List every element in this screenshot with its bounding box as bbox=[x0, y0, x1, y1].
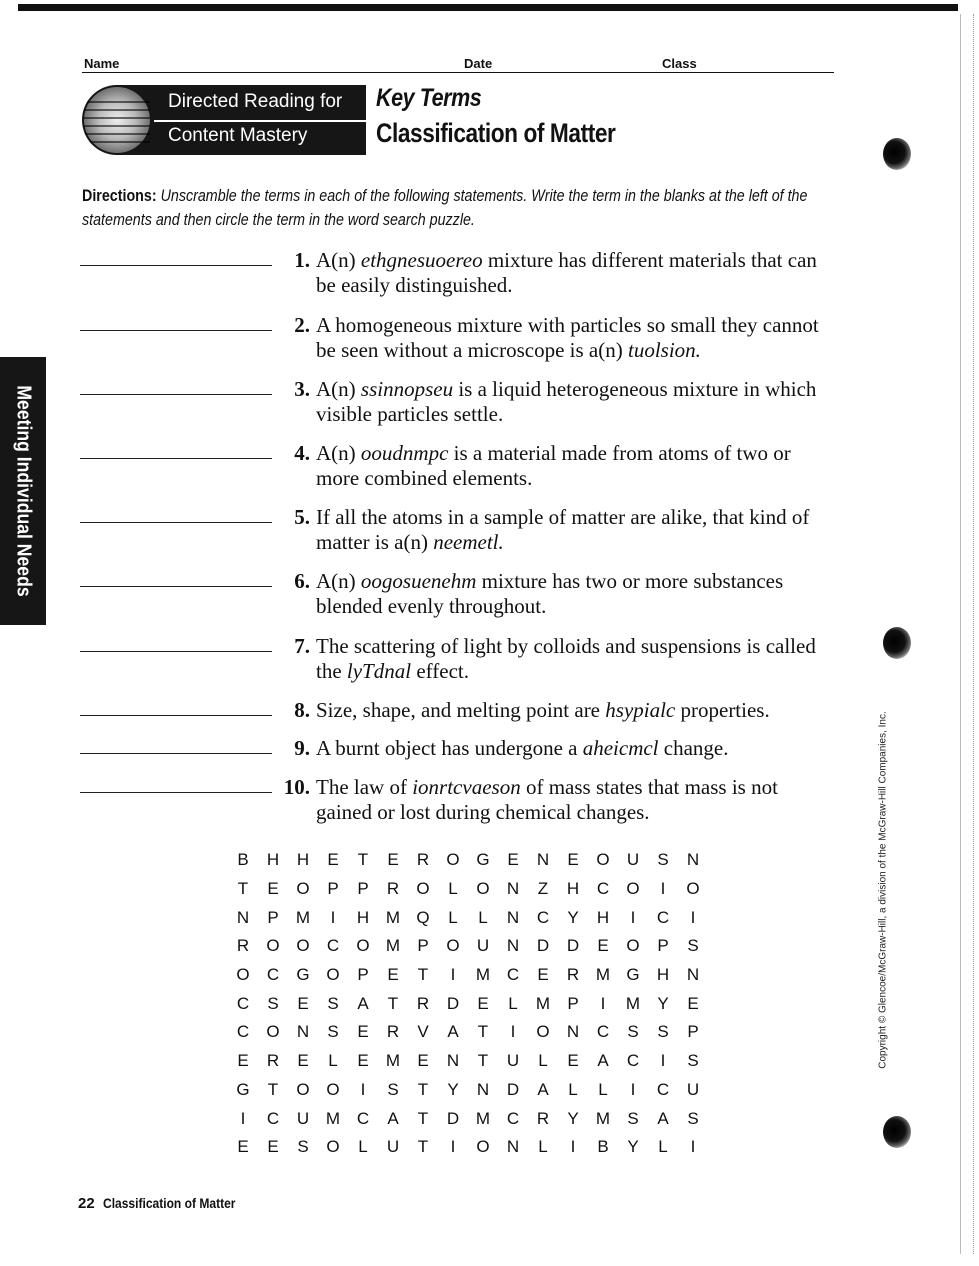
puzzle-letter[interactable]: L bbox=[568, 1079, 578, 1099]
puzzle-letter[interactable]: I bbox=[660, 1051, 666, 1071]
question-text bbox=[316, 377, 836, 427]
puzzle-letter[interactable]: O bbox=[626, 936, 640, 956]
puzzle-letter[interactable]: S bbox=[657, 1022, 669, 1042]
puzzle-letter[interactable]: E bbox=[267, 879, 279, 899]
binder-hole-icon bbox=[883, 627, 911, 659]
puzzle-letter[interactable]: C bbox=[656, 907, 670, 927]
puzzle-letter[interactable]: L bbox=[358, 1137, 368, 1157]
puzzle-letter[interactable]: I bbox=[450, 965, 456, 985]
answer-blank[interactable] bbox=[80, 264, 272, 266]
puzzle-letter[interactable]: I bbox=[240, 1108, 246, 1128]
question-text bbox=[316, 736, 836, 761]
puzzle-letter[interactable]: E bbox=[297, 993, 309, 1013]
puzzle-letter[interactable]: E bbox=[237, 1051, 249, 1071]
puzzle-letter[interactable]: D bbox=[446, 1108, 460, 1128]
question-number: 5. bbox=[294, 505, 310, 529]
puzzle-letter[interactable]: S bbox=[627, 1022, 639, 1042]
header-fields bbox=[82, 52, 834, 73]
puzzle-letter[interactable]: M bbox=[475, 1108, 491, 1128]
scrambled-term: ssinnopseu bbox=[360, 377, 454, 401]
question-number: 4. bbox=[294, 441, 310, 465]
puzzle-letter[interactable]: H bbox=[296, 850, 310, 870]
question-text bbox=[316, 313, 836, 363]
puzzle-row bbox=[228, 1076, 708, 1105]
puzzle-letter[interactable]: R bbox=[536, 1108, 550, 1128]
puzzle-row bbox=[228, 989, 708, 1018]
puzzle-letter[interactable]: A bbox=[387, 1108, 399, 1128]
puzzle-letter[interactable]: T bbox=[477, 1051, 489, 1071]
binder-hole-icon bbox=[883, 138, 911, 170]
name-label: Name bbox=[84, 56, 120, 71]
puzzle-letter[interactable]: E bbox=[567, 1051, 579, 1071]
puzzle-letter[interactable]: P bbox=[567, 993, 579, 1013]
puzzle-letter[interactable]: P bbox=[267, 907, 279, 927]
puzzle-letter[interactable]: H bbox=[356, 907, 370, 927]
puzzle-letter[interactable]: I bbox=[660, 879, 666, 899]
puzzle-letter[interactable]: R bbox=[416, 993, 430, 1013]
puzzle-letter[interactable]: C bbox=[656, 1079, 670, 1099]
puzzle-letter[interactable]: G bbox=[476, 850, 490, 870]
footer-title: Classification of Matter bbox=[102, 1195, 236, 1211]
puzzle-letter[interactable]: L bbox=[478, 907, 488, 927]
puzzle-letter[interactable]: E bbox=[297, 1051, 309, 1071]
puzzle-letter[interactable]: A bbox=[537, 1079, 549, 1099]
puzzle-letter[interactable]: S bbox=[327, 993, 339, 1013]
answer-blank[interactable] bbox=[80, 457, 272, 459]
puzzle-letter[interactable]: C bbox=[356, 1108, 370, 1128]
question-number: 1. bbox=[294, 248, 310, 272]
puzzle-letter[interactable]: O bbox=[446, 936, 460, 956]
puzzle-letter[interactable]: T bbox=[417, 1079, 429, 1099]
puzzle-letter[interactable]: M bbox=[385, 936, 401, 956]
puzzle-letter[interactable]: T bbox=[477, 1022, 489, 1042]
page-title: Classification of Matter bbox=[376, 118, 616, 148]
puzzle-letter[interactable]: S bbox=[297, 1137, 309, 1157]
puzzle-letter[interactable]: E bbox=[357, 1022, 369, 1042]
puzzle-letter[interactable]: N bbox=[506, 879, 520, 899]
question-text bbox=[316, 698, 836, 723]
banner-line-2: Content Mastery bbox=[168, 125, 308, 146]
puzzle-letter[interactable]: Y bbox=[567, 1108, 579, 1128]
puzzle-letter[interactable]: E bbox=[507, 850, 519, 870]
question-text-after: change. bbox=[658, 736, 729, 760]
puzzle-letter[interactable]: A bbox=[657, 1108, 669, 1128]
question-text-before: A(n) bbox=[316, 441, 361, 465]
puzzle-letter[interactable]: T bbox=[417, 965, 429, 985]
answer-blank[interactable] bbox=[80, 521, 272, 523]
puzzle-letter[interactable]: H bbox=[566, 879, 580, 899]
puzzle-letter[interactable]: C bbox=[536, 907, 550, 927]
puzzle-letter[interactable]: C bbox=[266, 1108, 280, 1128]
puzzle-letter[interactable]: L bbox=[538, 1137, 548, 1157]
puzzle-letter[interactable]: R bbox=[416, 850, 430, 870]
side-tab-label: Meeting Individual Needs bbox=[12, 385, 35, 597]
puzzle-letter[interactable]: S bbox=[657, 850, 669, 870]
puzzle-row bbox=[228, 961, 708, 990]
puzzle-letter[interactable]: L bbox=[508, 993, 518, 1013]
question-number: 2. bbox=[294, 313, 310, 337]
puzzle-letter[interactable]: G bbox=[236, 1079, 250, 1099]
puzzle-letter[interactable]: O bbox=[476, 1137, 490, 1157]
puzzle-letter[interactable]: D bbox=[536, 936, 550, 956]
directions-text: Unscramble the terms in each of the following statements. Write the term in the blanks at the left of the statements and then circle the term in the word search puzzle. bbox=[82, 186, 808, 229]
puzzle-letter[interactable]: N bbox=[686, 850, 700, 870]
question-text-after: mixture has two or more substances blended evenly throughout. bbox=[316, 569, 784, 618]
puzzle-letter[interactable]: T bbox=[417, 1108, 429, 1128]
puzzle-letter[interactable]: A bbox=[597, 1051, 609, 1071]
puzzle-letter[interactable]: I bbox=[510, 1022, 516, 1042]
puzzle-letter[interactable]: M bbox=[595, 965, 611, 985]
puzzle-letter[interactable]: C bbox=[626, 1051, 640, 1071]
question-text bbox=[316, 569, 836, 619]
question-item bbox=[0, 248, 979, 308]
question-text bbox=[316, 441, 836, 491]
puzzle-letter[interactable]: S bbox=[687, 1108, 699, 1128]
puzzle-letter[interactable]: H bbox=[656, 965, 670, 985]
puzzle-row bbox=[228, 932, 708, 961]
puzzle-letter[interactable]: U bbox=[626, 850, 640, 870]
question-item bbox=[0, 569, 979, 629]
puzzle-letter[interactable]: Z bbox=[537, 879, 549, 899]
puzzle-letter[interactable]: M bbox=[325, 1108, 341, 1128]
puzzle-letter[interactable]: O bbox=[686, 879, 700, 899]
puzzle-letter[interactable]: U bbox=[506, 1051, 520, 1071]
class-label: Class bbox=[662, 56, 697, 71]
copyright-notice: Copyright © Glencoe/McGraw-Hill, a division of the McGraw-Hill Companies, Inc. bbox=[877, 711, 889, 1069]
puzzle-letter[interactable]: S bbox=[387, 1079, 399, 1099]
puzzle-letter[interactable]: I bbox=[570, 1137, 576, 1157]
puzzle-letter[interactable]: O bbox=[446, 850, 460, 870]
banner-divider bbox=[154, 120, 366, 122]
question-item bbox=[0, 441, 979, 501]
puzzle-letter[interactable]: H bbox=[266, 850, 280, 870]
puzzle-letter[interactable]: M bbox=[535, 993, 551, 1013]
puzzle-letter[interactable]: M bbox=[475, 965, 491, 985]
puzzle-letter[interactable]: M bbox=[625, 993, 641, 1013]
puzzle-letter[interactable]: I bbox=[630, 1079, 636, 1099]
puzzle-letter[interactable]: O bbox=[596, 850, 610, 870]
puzzle-letter[interactable]: I bbox=[690, 907, 696, 927]
puzzle-letter[interactable]: L bbox=[448, 907, 458, 927]
puzzle-letter[interactable]: T bbox=[237, 879, 249, 899]
globe-icon bbox=[84, 87, 150, 153]
scrambled-term: hsypialc bbox=[605, 698, 676, 722]
puzzle-letter[interactable]: Y bbox=[657, 993, 669, 1013]
puzzle-letter[interactable]: E bbox=[597, 936, 609, 956]
puzzle-letter[interactable]: A bbox=[357, 993, 369, 1013]
scrambled-term: lyTdnal bbox=[346, 659, 412, 683]
puzzle-letter[interactable]: I bbox=[360, 1079, 366, 1099]
question-text bbox=[316, 505, 836, 555]
puzzle-letter[interactable]: N bbox=[506, 907, 520, 927]
answer-blank[interactable] bbox=[80, 393, 272, 395]
answer-blank[interactable] bbox=[80, 585, 272, 587]
puzzle-letter[interactable]: O bbox=[326, 1137, 340, 1157]
puzzle-letter[interactable]: P bbox=[357, 965, 369, 985]
puzzle-letter[interactable]: I bbox=[630, 907, 636, 927]
question-number: 9. bbox=[294, 736, 310, 760]
question-item bbox=[0, 377, 979, 437]
puzzle-letter[interactable]: B bbox=[237, 850, 249, 870]
scrambled-term: oogosuenehm bbox=[360, 569, 477, 593]
puzzle-letter[interactable]: R bbox=[236, 936, 250, 956]
puzzle-letter[interactable]: O bbox=[416, 879, 430, 899]
puzzle-letter[interactable]: U bbox=[686, 1079, 700, 1099]
puzzle-letter[interactable]: D bbox=[506, 1079, 520, 1099]
puzzle-letter[interactable]: E bbox=[537, 965, 549, 985]
puzzle-letter[interactable]: R bbox=[266, 1051, 280, 1071]
puzzle-letter[interactable]: Y bbox=[447, 1079, 459, 1099]
puzzle-letter[interactable]: M bbox=[385, 907, 401, 927]
question-number: 3. bbox=[294, 377, 310, 401]
side-tab bbox=[0, 357, 46, 625]
puzzle-letter[interactable]: E bbox=[687, 993, 699, 1013]
question-text-before: The law of bbox=[316, 775, 413, 799]
directions-label: Directions: bbox=[82, 186, 157, 205]
puzzle-letter[interactable]: O bbox=[296, 1079, 310, 1099]
puzzle-row bbox=[228, 903, 708, 932]
question-text-after: is a material made from atoms of two or more combined elements. bbox=[316, 441, 791, 490]
puzzle-letter[interactable]: Q bbox=[416, 907, 430, 927]
puzzle-letter[interactable]: L bbox=[328, 1051, 338, 1071]
puzzle-letter[interactable]: N bbox=[446, 1051, 460, 1071]
puzzle-letter[interactable]: O bbox=[296, 879, 310, 899]
puzzle-letter[interactable]: P bbox=[687, 1022, 699, 1042]
puzzle-letter[interactable]: N bbox=[506, 936, 520, 956]
puzzle-letter[interactable]: T bbox=[267, 1079, 279, 1099]
question-text-before: The scattering of light by colloids and suspensions is called the bbox=[316, 634, 816, 683]
question-number: 7. bbox=[294, 634, 310, 658]
puzzle-letter[interactable]: S bbox=[267, 993, 279, 1013]
puzzle-letter[interactable]: O bbox=[536, 1022, 550, 1042]
question-text bbox=[316, 248, 836, 298]
puzzle-row bbox=[228, 1047, 708, 1076]
puzzle-letter[interactable]: L bbox=[538, 1051, 548, 1071]
puzzle-letter[interactable]: N bbox=[536, 850, 550, 870]
puzzle-row bbox=[228, 846, 708, 875]
puzzle-letter[interactable]: C bbox=[266, 965, 280, 985]
scrambled-term: ethgnesuoereo bbox=[360, 248, 483, 272]
puzzle-letter[interactable]: E bbox=[387, 850, 399, 870]
puzzle-letter[interactable]: D bbox=[566, 936, 580, 956]
question-text-after: is a liquid heterogeneous mixture in which visible particles settle. bbox=[316, 377, 817, 426]
puzzle-letter[interactable]: Y bbox=[567, 907, 579, 927]
question-number: 8. bbox=[294, 698, 310, 722]
answer-blank[interactable] bbox=[80, 650, 272, 652]
answer-blank[interactable] bbox=[80, 329, 272, 331]
puzzle-letter[interactable]: R bbox=[566, 965, 580, 985]
puzzle-letter[interactable]: A bbox=[447, 1022, 459, 1042]
scrambled-term: aheicmcl bbox=[582, 736, 659, 760]
scrambled-term: ionrtcvaeson bbox=[412, 775, 521, 799]
top-rule bbox=[18, 4, 958, 11]
question-number: 10. bbox=[283, 775, 310, 799]
question-text-before: A(n) bbox=[316, 569, 361, 593]
puzzle-letter[interactable]: L bbox=[448, 879, 458, 899]
puzzle-letter[interactable]: O bbox=[296, 936, 310, 956]
puzzle-letter[interactable]: S bbox=[687, 936, 699, 956]
word-search-puzzle bbox=[228, 846, 708, 1162]
section-banner bbox=[82, 85, 366, 155]
subtitle: Key Terms bbox=[376, 84, 482, 112]
puzzle-letter[interactable]: G bbox=[296, 965, 310, 985]
puzzle-letter[interactable]: S bbox=[627, 1108, 639, 1128]
puzzle-letter[interactable]: M bbox=[295, 907, 311, 927]
scrambled-term: tuolsion. bbox=[628, 338, 701, 362]
puzzle-letter[interactable]: I bbox=[450, 1137, 456, 1157]
puzzle-letter[interactable]: E bbox=[417, 1051, 429, 1071]
puzzle-letter[interactable]: N bbox=[236, 907, 250, 927]
puzzle-letter[interactable]: N bbox=[566, 1022, 580, 1042]
puzzle-letter[interactable]: P bbox=[657, 936, 669, 956]
puzzle-letter[interactable]: O bbox=[326, 965, 340, 985]
puzzle-letter[interactable]: T bbox=[387, 993, 399, 1013]
directions bbox=[82, 184, 838, 232]
question-text bbox=[316, 775, 836, 825]
question-text-after: properties. bbox=[675, 698, 770, 722]
puzzle-letter[interactable]: Y bbox=[627, 1137, 639, 1157]
puzzle-letter[interactable]: E bbox=[327, 850, 339, 870]
puzzle-letter[interactable]: N bbox=[686, 965, 700, 985]
puzzle-letter[interactable]: E bbox=[477, 993, 489, 1013]
puzzle-letter[interactable]: O bbox=[326, 1079, 340, 1099]
puzzle-letter[interactable]: O bbox=[266, 936, 280, 956]
puzzle-letter[interactable]: E bbox=[267, 1137, 279, 1157]
puzzle-letter[interactable]: L bbox=[658, 1137, 668, 1157]
puzzle-letter[interactable]: U bbox=[476, 936, 490, 956]
answer-blank[interactable] bbox=[80, 791, 272, 793]
puzzle-letter[interactable]: E bbox=[357, 1051, 369, 1071]
puzzle-letter[interactable]: E bbox=[237, 1137, 249, 1157]
question-item bbox=[0, 634, 979, 694]
puzzle-letter[interactable]: R bbox=[386, 879, 400, 899]
puzzle-letter[interactable]: O bbox=[356, 936, 370, 956]
puzzle-row bbox=[228, 875, 708, 904]
banner-line-1: Directed Reading for bbox=[168, 91, 343, 112]
puzzle-letter[interactable]: C bbox=[596, 1022, 610, 1042]
puzzle-letter[interactable]: G bbox=[626, 965, 640, 985]
puzzle-letter[interactable]: T bbox=[357, 850, 369, 870]
puzzle-letter[interactable]: L bbox=[598, 1079, 608, 1099]
puzzle-letter[interactable]: D bbox=[446, 993, 460, 1013]
question-text-before: A burnt object has undergone a bbox=[316, 736, 583, 760]
puzzle-letter[interactable]: C bbox=[236, 1022, 250, 1042]
puzzle-letter[interactable]: C bbox=[506, 1108, 520, 1128]
question-text-after: effect. bbox=[411, 659, 469, 683]
puzzle-letter[interactable]: I bbox=[600, 993, 606, 1013]
answer-blank[interactable] bbox=[80, 714, 272, 716]
date-label: Date bbox=[464, 56, 493, 71]
puzzle-letter[interactable]: M bbox=[385, 1051, 401, 1071]
question-text-after: mixture has different materials that can be easily distinguished. bbox=[316, 248, 817, 297]
scrambled-term: neemetl. bbox=[433, 530, 504, 554]
answer-blank[interactable] bbox=[80, 752, 272, 754]
puzzle-letter[interactable]: U bbox=[386, 1137, 400, 1157]
puzzle-letter[interactable]: O bbox=[626, 879, 640, 899]
puzzle-letter[interactable]: S bbox=[327, 1022, 339, 1042]
puzzle-letter[interactable]: T bbox=[417, 1137, 429, 1157]
puzzle-letter[interactable]: O bbox=[266, 1022, 280, 1042]
question-text-before: A(n) bbox=[316, 248, 361, 272]
question-text-before: A(n) bbox=[316, 377, 361, 401]
question-text-after: of mass states that mass is not gained or lost during chemical changes. bbox=[316, 775, 778, 824]
puzzle-letter[interactable]: V bbox=[417, 1022, 429, 1042]
question-text-before: If all the atoms in a sample of matter are alike, that kind of matter is a(n) bbox=[316, 505, 810, 554]
puzzle-letter[interactable]: E bbox=[387, 965, 399, 985]
question-item bbox=[0, 775, 979, 835]
puzzle-letter[interactable]: M bbox=[595, 1108, 611, 1128]
puzzle-letter[interactable]: C bbox=[326, 936, 340, 956]
puzzle-row bbox=[228, 1133, 708, 1162]
puzzle-letter[interactable]: I bbox=[690, 1137, 696, 1157]
puzzle-letter[interactable]: N bbox=[476, 1079, 490, 1099]
puzzle-letter[interactable]: O bbox=[236, 965, 250, 985]
puzzle-letter[interactable]: R bbox=[386, 1022, 400, 1042]
puzzle-letter[interactable]: U bbox=[296, 1108, 310, 1128]
puzzle-letter[interactable]: P bbox=[327, 879, 339, 899]
question-item bbox=[0, 313, 979, 373]
page-footer bbox=[78, 1195, 257, 1212]
page-number: 22 bbox=[78, 1195, 95, 1212]
puzzle-letter[interactable]: P bbox=[357, 879, 369, 899]
puzzle-letter[interactable]: B bbox=[597, 1137, 609, 1157]
puzzle-letter[interactable]: N bbox=[296, 1022, 310, 1042]
question-number: 6. bbox=[294, 569, 310, 593]
puzzle-row bbox=[228, 1018, 708, 1047]
puzzle-row bbox=[228, 1104, 708, 1133]
puzzle-letter[interactable]: C bbox=[506, 965, 520, 985]
puzzle-letter[interactable]: P bbox=[417, 936, 429, 956]
puzzle-letter[interactable]: S bbox=[687, 1051, 699, 1071]
question-item bbox=[0, 505, 979, 565]
binder-hole-icon bbox=[883, 1116, 911, 1148]
question-text-before: A homogeneous mixture with particles so small they cannot be seen without a microscope is a(n) bbox=[316, 313, 819, 362]
question-text bbox=[316, 634, 836, 684]
puzzle-letter[interactable]: C bbox=[596, 879, 610, 899]
puzzle-letter[interactable]: H bbox=[596, 907, 610, 927]
question-text-before: Size, shape, and melting point are bbox=[316, 698, 606, 722]
puzzle-letter[interactable]: O bbox=[476, 879, 490, 899]
puzzle-letter[interactable]: C bbox=[236, 993, 250, 1013]
puzzle-letter[interactable]: I bbox=[330, 907, 336, 927]
scrambled-term: ooudnmpc bbox=[360, 441, 449, 465]
puzzle-letter[interactable]: E bbox=[567, 850, 579, 870]
puzzle-letter[interactable]: N bbox=[506, 1137, 520, 1157]
